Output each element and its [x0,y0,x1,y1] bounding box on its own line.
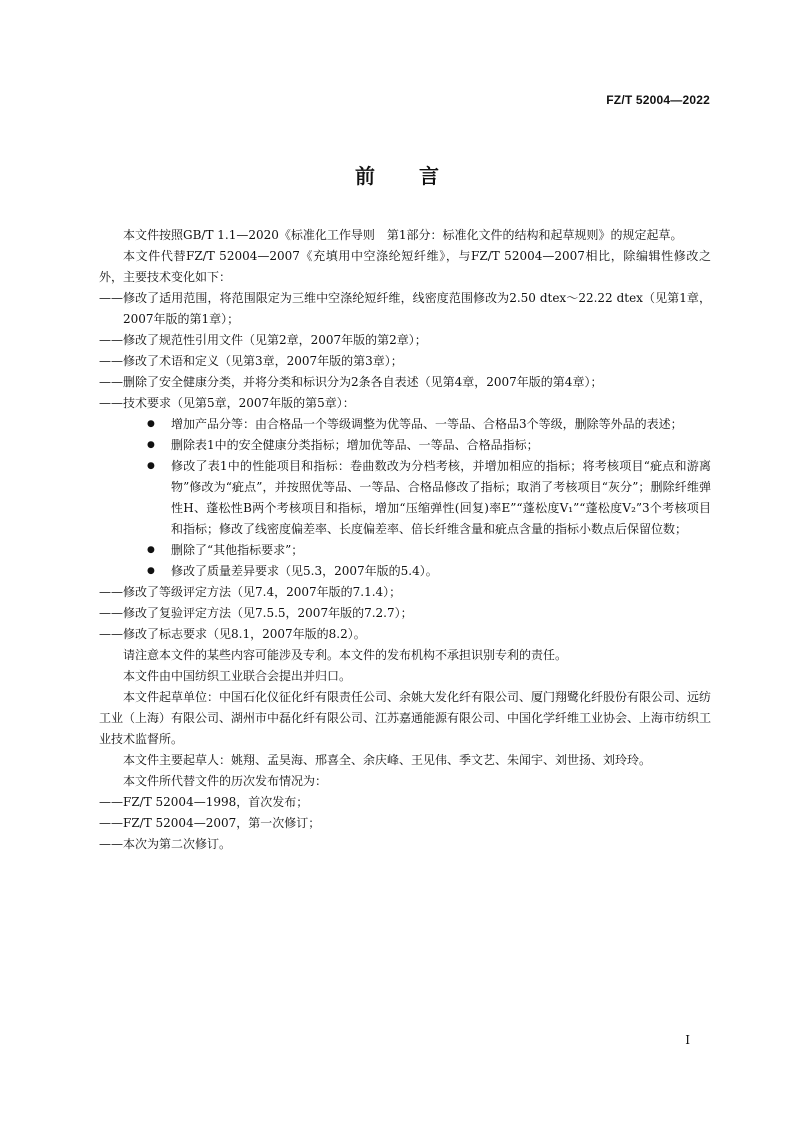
proposer-note: 本文件由中国纺织工业联合会提出并归口。 [123,669,352,683]
page-title: 前言 [355,164,483,188]
change-item [99,288,711,330]
document-number: FZ/T 52004—2022 [606,93,710,107]
bullet-item-text: 修改了表1中的性能项目和指标：卷曲数改为分档考核，并增加相应的指标；将考核项目“疵点和游离物”修改为“疵点”，并按照优等品、一等品、合格品修改了指标；取消了考核项目“灰分”；删除纤维弹性H、蓬松性B两个考核项目和指标，增加“压缩弹性(回复)率E”“蓬松度V₁”“蓬松度V₂”3个考核项目和指标；修改了线密度偏差率、长度偏差率、倍长纤维含量和疵点含量的指标小数点后保留位数； [171,459,711,536]
dash-marker: —— [99,795,123,809]
history-item-text: FZ/T 52004—2007，第一次修订； [123,816,321,830]
change-item-text: 修改了适用范围，将范围限定为三维中空涤纶短纤维，线密度范围修改为2.50 dtex～22.22 dtex（见第1章，2007年版的第1章）； [123,291,711,326]
bullet-icon: ● [147,461,155,471]
history-item [99,792,711,813]
change-item [99,624,711,645]
change-item-text: 修改了复验评定方法（见7.5.5，2007年版的7.2.7）； [123,606,413,620]
bullet-item-text: 删除表1中的安全健康分类指标；增加优等品、一等品、合格品指标； [171,438,539,452]
history-intro: 本文件所代替文件的历次发布情况为： [123,774,328,788]
dash-marker: —— [99,291,123,305]
history-item-text: FZ/T 52004—1998，首次发布； [123,795,309,809]
dash-marker: —— [99,816,123,830]
dash-marker: —— [99,396,123,410]
change-item-text: 修改了规范性引用文件（见第2章，2007年版的第2章）； [123,333,427,347]
change-item [99,603,711,624]
bullet-item [147,561,711,582]
change-item-text: 修改了标志要求（见8.1，2007年版的8.2）。 [123,627,366,641]
drafting-units: 本文件起草单位：中国石化仪征化纤有限责任公司、余姚大发化纤有限公司、厦门翔鹭化纤股份有限公司、远纺工业（上海）有限公司、湖州市中磊化纤有限公司、江苏嘉通能源有限公司、中国化学纤维工业协会、上海市纺织工业技术监督所。 [99,690,712,746]
intro-paragraph: 本文件代替FZ/T 52004—2007《充填用中空涤纶短纤维》，与FZ/T 52004—2007相比，除编辑性修改之外，主要技术变化如下： [99,249,711,284]
bullet-item-text: 删除了“其他指标要求”； [171,543,304,557]
bullet-item [147,540,711,561]
patent-note: 请注意本文件的某些内容可能涉及专利。本文件的发布机构不承担识别专利的责任。 [123,648,568,662]
bullet-icon: ● [147,419,155,429]
change-item-text: 技术要求（见第5章，2007年版的第5章）： [123,396,355,410]
bullet-item [147,435,711,456]
bullet-icon: ● [147,566,155,576]
dash-marker: —— [99,375,123,389]
change-item [99,372,711,393]
change-item [99,582,711,603]
bullet-item-text: 增加产品分等：由合格品一个等级调整为优等品、一等品、合格品3个等级，删除等外品的表述； [171,417,683,431]
foreword-body [99,225,711,855]
change-item [99,330,711,351]
change-item [99,351,711,372]
change-item-text: 修改了术语和定义（见第3章，2007年版的第3章）； [123,354,403,368]
dash-marker: —— [99,333,123,347]
bullet-icon: ● [147,545,155,555]
page-number: I [685,1033,690,1047]
history-item-text: 本次为第二次修订。 [123,837,232,851]
change-item [99,393,711,414]
intro-paragraph: 本文件按照GB/T 1.1—2020《标准化工作导则 第1部分：标准化文件的结构和起草规则》的规定起草。 [123,228,683,242]
history-item [99,834,711,855]
bullet-icon: ● [147,440,155,450]
dash-marker: —— [99,606,123,620]
change-item-text: 删除了安全健康分类，并将分类和标识分为2条各自表述（见第4章，2007年版的第4章）； [123,375,603,389]
dash-marker: —— [99,354,123,368]
change-item-text: 修改了等级评定方法（见7.4，2007年版的7.1.4）； [123,585,402,599]
dash-marker: —— [99,837,123,851]
bullet-item-text: 修改了质量差异要求（见5.3，2007年版的5.4）。 [171,564,438,578]
history-item [99,813,711,834]
bullet-item [147,456,711,540]
dash-marker: —— [99,585,123,599]
dash-marker: —— [99,627,123,641]
bullet-item [147,414,711,435]
drafters: 本文件主要起草人：姚翔、孟昊海、邢喜全、余庆峰、王见伟、季文艺、朱闻宇、刘世扬、刘玲玲。 [123,753,652,767]
